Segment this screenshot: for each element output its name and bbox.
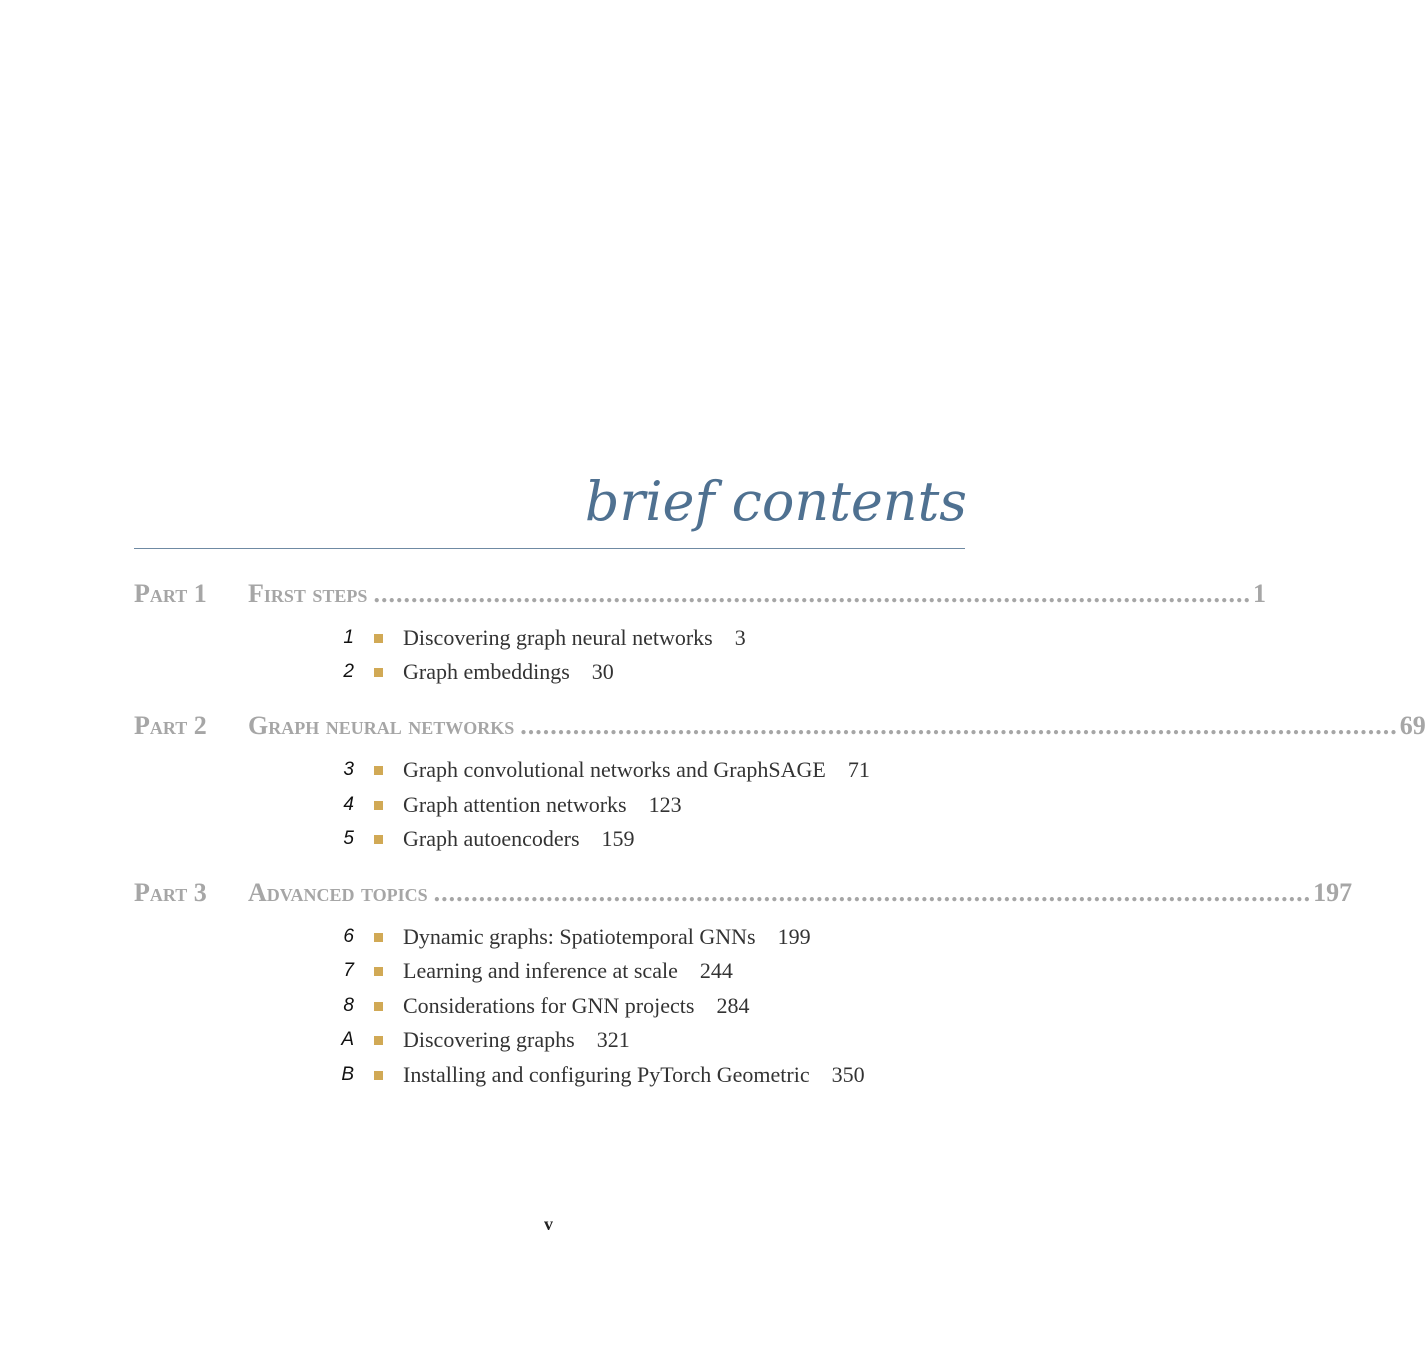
square-bullet-icon (374, 634, 383, 643)
chapter-number: 5 (343, 828, 354, 849)
page-title: brief contents (584, 470, 967, 533)
part-page-number: 1 (1252, 579, 1266, 608)
square-bullet-icon (374, 1002, 383, 1011)
chapter-number: 4 (343, 794, 354, 815)
square-bullet-icon (374, 933, 383, 942)
appendix-page-number: 350 (831, 1062, 865, 1087)
part-title: First steps (248, 579, 368, 608)
chapter-page-number: 71 (847, 757, 870, 782)
chapter-page-number: 199 (777, 924, 811, 949)
leader-dots: ..................................................................................................................... (373, 579, 1251, 608)
chapter-number: 7 (343, 960, 354, 981)
square-bullet-icon (374, 967, 383, 976)
chapter-page-number: 159 (601, 826, 635, 851)
square-bullet-icon (374, 766, 383, 775)
leader-dots: ..................................................................................................................... (433, 878, 1312, 907)
appendix-page-number: 321 (596, 1027, 630, 1052)
part-heading-1[interactable] (134, 577, 1266, 611)
chapter-page-number: 244 (699, 958, 733, 983)
chapter-number: 3 (343, 759, 354, 780)
chapter-title: Discovering graph neural networks (403, 625, 713, 650)
square-bullet-icon (374, 801, 383, 810)
chapter-title: Graph attention networks (403, 792, 627, 817)
chapter-title: Graph autoencoders (403, 826, 580, 851)
part-title: Advanced topics (248, 878, 428, 907)
folio-page-number: v (544, 1214, 553, 1234)
part-heading-3[interactable] (134, 876, 1353, 910)
chapter-page-number: 30 (591, 659, 614, 684)
chapter-title: Graph embeddings (403, 659, 570, 684)
part-label: Part 1 (134, 579, 207, 608)
chapter-title: Considerations for GNN projects (403, 993, 695, 1018)
chapter-title: Learning and inference at scale (403, 958, 678, 983)
part-page-number: 197 (1313, 878, 1353, 907)
chapter-title: Dynamic graphs: Spatiotemporal GNNs (403, 924, 756, 949)
appendix-letter: A (341, 1029, 354, 1050)
appendix-title: Installing and configuring PyTorch Geometric (403, 1062, 810, 1087)
leader-dots: ..................................................................................................................... (520, 711, 1398, 740)
chapter-page-number: 123 (648, 792, 682, 817)
chapter-number: 1 (343, 627, 354, 648)
chapter-number: 2 (343, 661, 354, 682)
chapter-title: Graph convolutional networks and GraphSAGE (403, 757, 826, 782)
part-title: Graph neural networks (248, 711, 515, 740)
square-bullet-icon (374, 1036, 383, 1045)
square-bullet-icon (374, 668, 383, 677)
square-bullet-icon (374, 835, 383, 844)
appendix-letter: B (341, 1064, 354, 1085)
part-page-number: 69 (1399, 711, 1426, 740)
chapter-page-number: 284 (716, 993, 750, 1018)
square-bullet-icon (374, 1071, 383, 1080)
chapter-number: 6 (343, 926, 354, 947)
chapter-number: 8 (343, 995, 354, 1016)
part-heading-2[interactable] (134, 709, 1426, 743)
title-rule (134, 548, 965, 549)
part-label: Part 2 (134, 711, 207, 740)
chapter-page-number: 3 (734, 625, 746, 650)
part-label: Part 3 (134, 878, 207, 907)
appendix-title: Discovering graphs (403, 1027, 575, 1052)
